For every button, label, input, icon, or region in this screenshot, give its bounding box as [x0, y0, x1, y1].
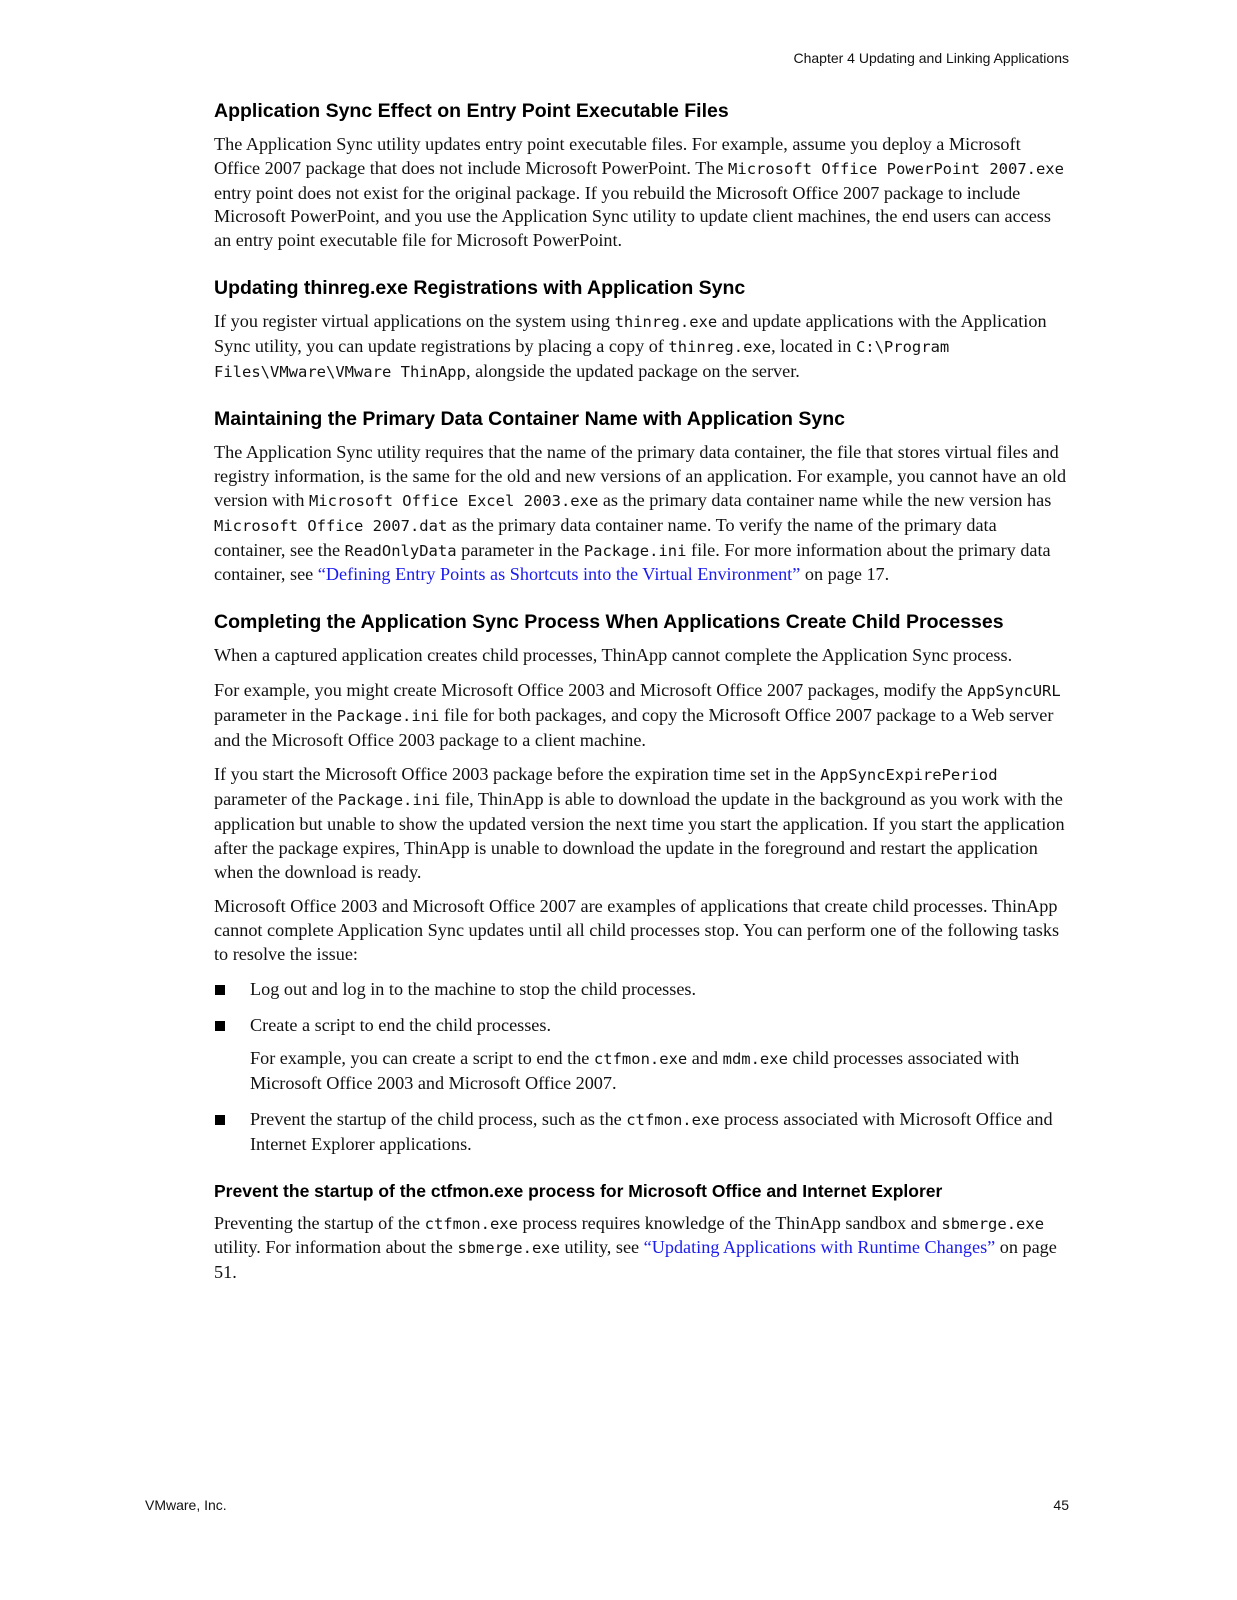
code-text: ctfmon.exe: [593, 1050, 688, 1069]
paragraph: [214, 1212, 1070, 1285]
list-item: [214, 1108, 1070, 1157]
text: on page 51.: [214, 1237, 1057, 1283]
paragraph: [214, 441, 1070, 587]
code-text: AppSyncURL: [967, 681, 1061, 700]
text: parameter in the: [214, 704, 337, 725]
text: For example, you can create a script to end the: [250, 1048, 594, 1069]
subsection-heading: Prevent the startup of the ctfmon.exe process for Microsoft Office and Internet Explorer: [214, 1180, 943, 1201]
paragraph: [214, 679, 1070, 752]
text: If you register virtual applications on the system using: [214, 310, 615, 331]
section-heading: Maintaining the Primary Data Container Name with Application Sync: [214, 408, 845, 431]
text: The Application Sync utility requires that the name of the primary data container, the file that stores virtual files and registry information, is the same for the old and new versions of an application. For example, you cannot have an old version with: [214, 442, 1067, 510]
list-item: [214, 1014, 1070, 1096]
section-heading: Application Sync Effect on Entry Point Executable Files: [214, 100, 729, 122]
square-bullet-icon: [215, 1115, 225, 1125]
code-text: sbmerge.exe: [941, 1214, 1045, 1233]
paragraph: Microsoft Office 2003 and Microsoft Office 2007 are examples of applications that create child processes. ThinApp cannot complete Application Sync updates until all child processes stop. You can perform one of the following tasks to resolve the issue:: [214, 896, 1060, 964]
section-thinreg-registrations: [214, 277, 1070, 384]
page-content: [214, 100, 1070, 1309]
code-text: Microsoft Office Excel 2003.exe: [308, 491, 599, 510]
code-text: Package.ini: [337, 791, 441, 810]
code-text: ctfmon.exe: [424, 1214, 518, 1233]
text: parameter of the: [214, 789, 338, 810]
code-text: thinreg.exe: [668, 337, 772, 356]
text: , alongside the updated package on the server.: [465, 360, 800, 381]
text: as the primary data container name while the new version has: [598, 489, 1052, 510]
code-text: C:\Program Files\VMware\VMware ThinApp: [214, 337, 950, 381]
page-number: 45: [1053, 1497, 1069, 1513]
code-text: thinreg.exe: [614, 312, 718, 331]
cross-reference-link[interactable]: “Updating Applications with Runtime Changes”: [643, 1237, 996, 1258]
section-child-processes: [214, 611, 1070, 1156]
footer-company: VMware, Inc.: [145, 1497, 227, 1513]
paragraph: [250, 1108, 1070, 1157]
paragraph: Create a script to end the child processes.: [250, 1014, 551, 1035]
running-header: Chapter 4 Updating and Linking Applications: [793, 50, 1069, 66]
text: and update applications with the Application Sync utility, you can update registrations by placing a copy of: [214, 310, 1047, 356]
paragraph: Log out and log in to the machine to stop the child processes.: [250, 978, 697, 999]
code-text: Package.ini: [583, 541, 687, 560]
task-list: [214, 978, 1070, 1157]
code-text: Microsoft Office 2007.dat: [214, 516, 448, 535]
text: as the primary data container name. To verify the name of the primary data container, see the: [214, 514, 997, 560]
section-entry-point-files: [214, 100, 1070, 253]
paragraph: [214, 133, 1070, 253]
code-text: AppSyncExpirePeriod: [820, 766, 998, 785]
text: Prevent the startup of the child process, such as the: [250, 1108, 627, 1129]
text: process associated with Microsoft Office and Internet Explorer applications.: [250, 1108, 1053, 1154]
paragraph: [250, 1047, 1070, 1096]
text: entry point does not exist for the original package. If you rebuild the Microsoft Office 2007 package to include Microsoft PowerPoint, and you use the Application Sync utility to update client machines, the end users can access an entry point executable file for Microsoft PowerPoint.: [214, 182, 1051, 251]
section-heading: Updating thinreg.exe Registrations with Application Sync: [214, 276, 746, 299]
text: The Application Sync utility updates entry point executable files. For example, assume you deploy a Microsoft Office 2007 package that does not include Microsoft PowerPoint. The: [214, 134, 1021, 178]
code-text: Microsoft Office PowerPoint 2007.exe: [728, 159, 1064, 178]
text: and: [687, 1048, 723, 1069]
code-text: sbmerge.exe: [457, 1239, 560, 1258]
text: on page 17.: [800, 564, 890, 585]
text: process requires knowledge of the ThinApp sandbox and: [517, 1212, 942, 1233]
square-bullet-icon: [215, 985, 225, 995]
text: parameter in the: [456, 539, 584, 560]
paragraph: [214, 763, 1070, 884]
text: file. For more information about the primary data container, see: [214, 539, 1051, 585]
text: If you start the Microsoft Office 2003 package before the expiration time set in the: [214, 764, 821, 785]
text: file for both packages, and copy the Microsoft Office 2007 package to a Web server and the Microsoft Office 2003 package to a client machine.: [214, 704, 1054, 750]
text: file, ThinApp is able to download the update in the background as you work with the application but unable to show the updated version the next time you start the application. If you start the application after the package expires, ThinApp is unable to download the update in the foreground and restart the application when the download is ready.: [214, 789, 1065, 882]
text: Preventing the startup of the: [214, 1212, 425, 1233]
section-heading: Completing the Application Sync Process When Applications Create Child Processes: [214, 611, 1004, 634]
square-bullet-icon: [215, 1021, 225, 1031]
code-text: Package.ini: [336, 706, 440, 725]
text: utility. For information about the: [214, 1237, 458, 1258]
text: , located in: [771, 335, 856, 356]
list-item: [214, 978, 1070, 1002]
code-text: ReadOnlyData: [344, 541, 457, 560]
code-text: mdm.exe: [722, 1050, 788, 1069]
section-prevent-ctfmon: [214, 1181, 1070, 1285]
paragraph: [214, 310, 1070, 384]
cross-reference-link[interactable]: “Defining Entry Points as Shortcuts into the Virtual Environment”: [317, 564, 801, 585]
code-text: ctfmon.exe: [626, 1110, 720, 1129]
text: utility, see: [559, 1237, 644, 1258]
section-primary-data-container: [214, 408, 1070, 587]
paragraph: When a captured application creates child processes, ThinApp cannot complete the Application Sync process.: [214, 645, 1013, 666]
text: child processes associated with Microsoft Office 2003 and Microsoft Office 2007.: [250, 1048, 1020, 1094]
text: For example, you might create Microsoft Office 2003 and Microsoft Office 2007 packages, modify the: [214, 679, 968, 700]
